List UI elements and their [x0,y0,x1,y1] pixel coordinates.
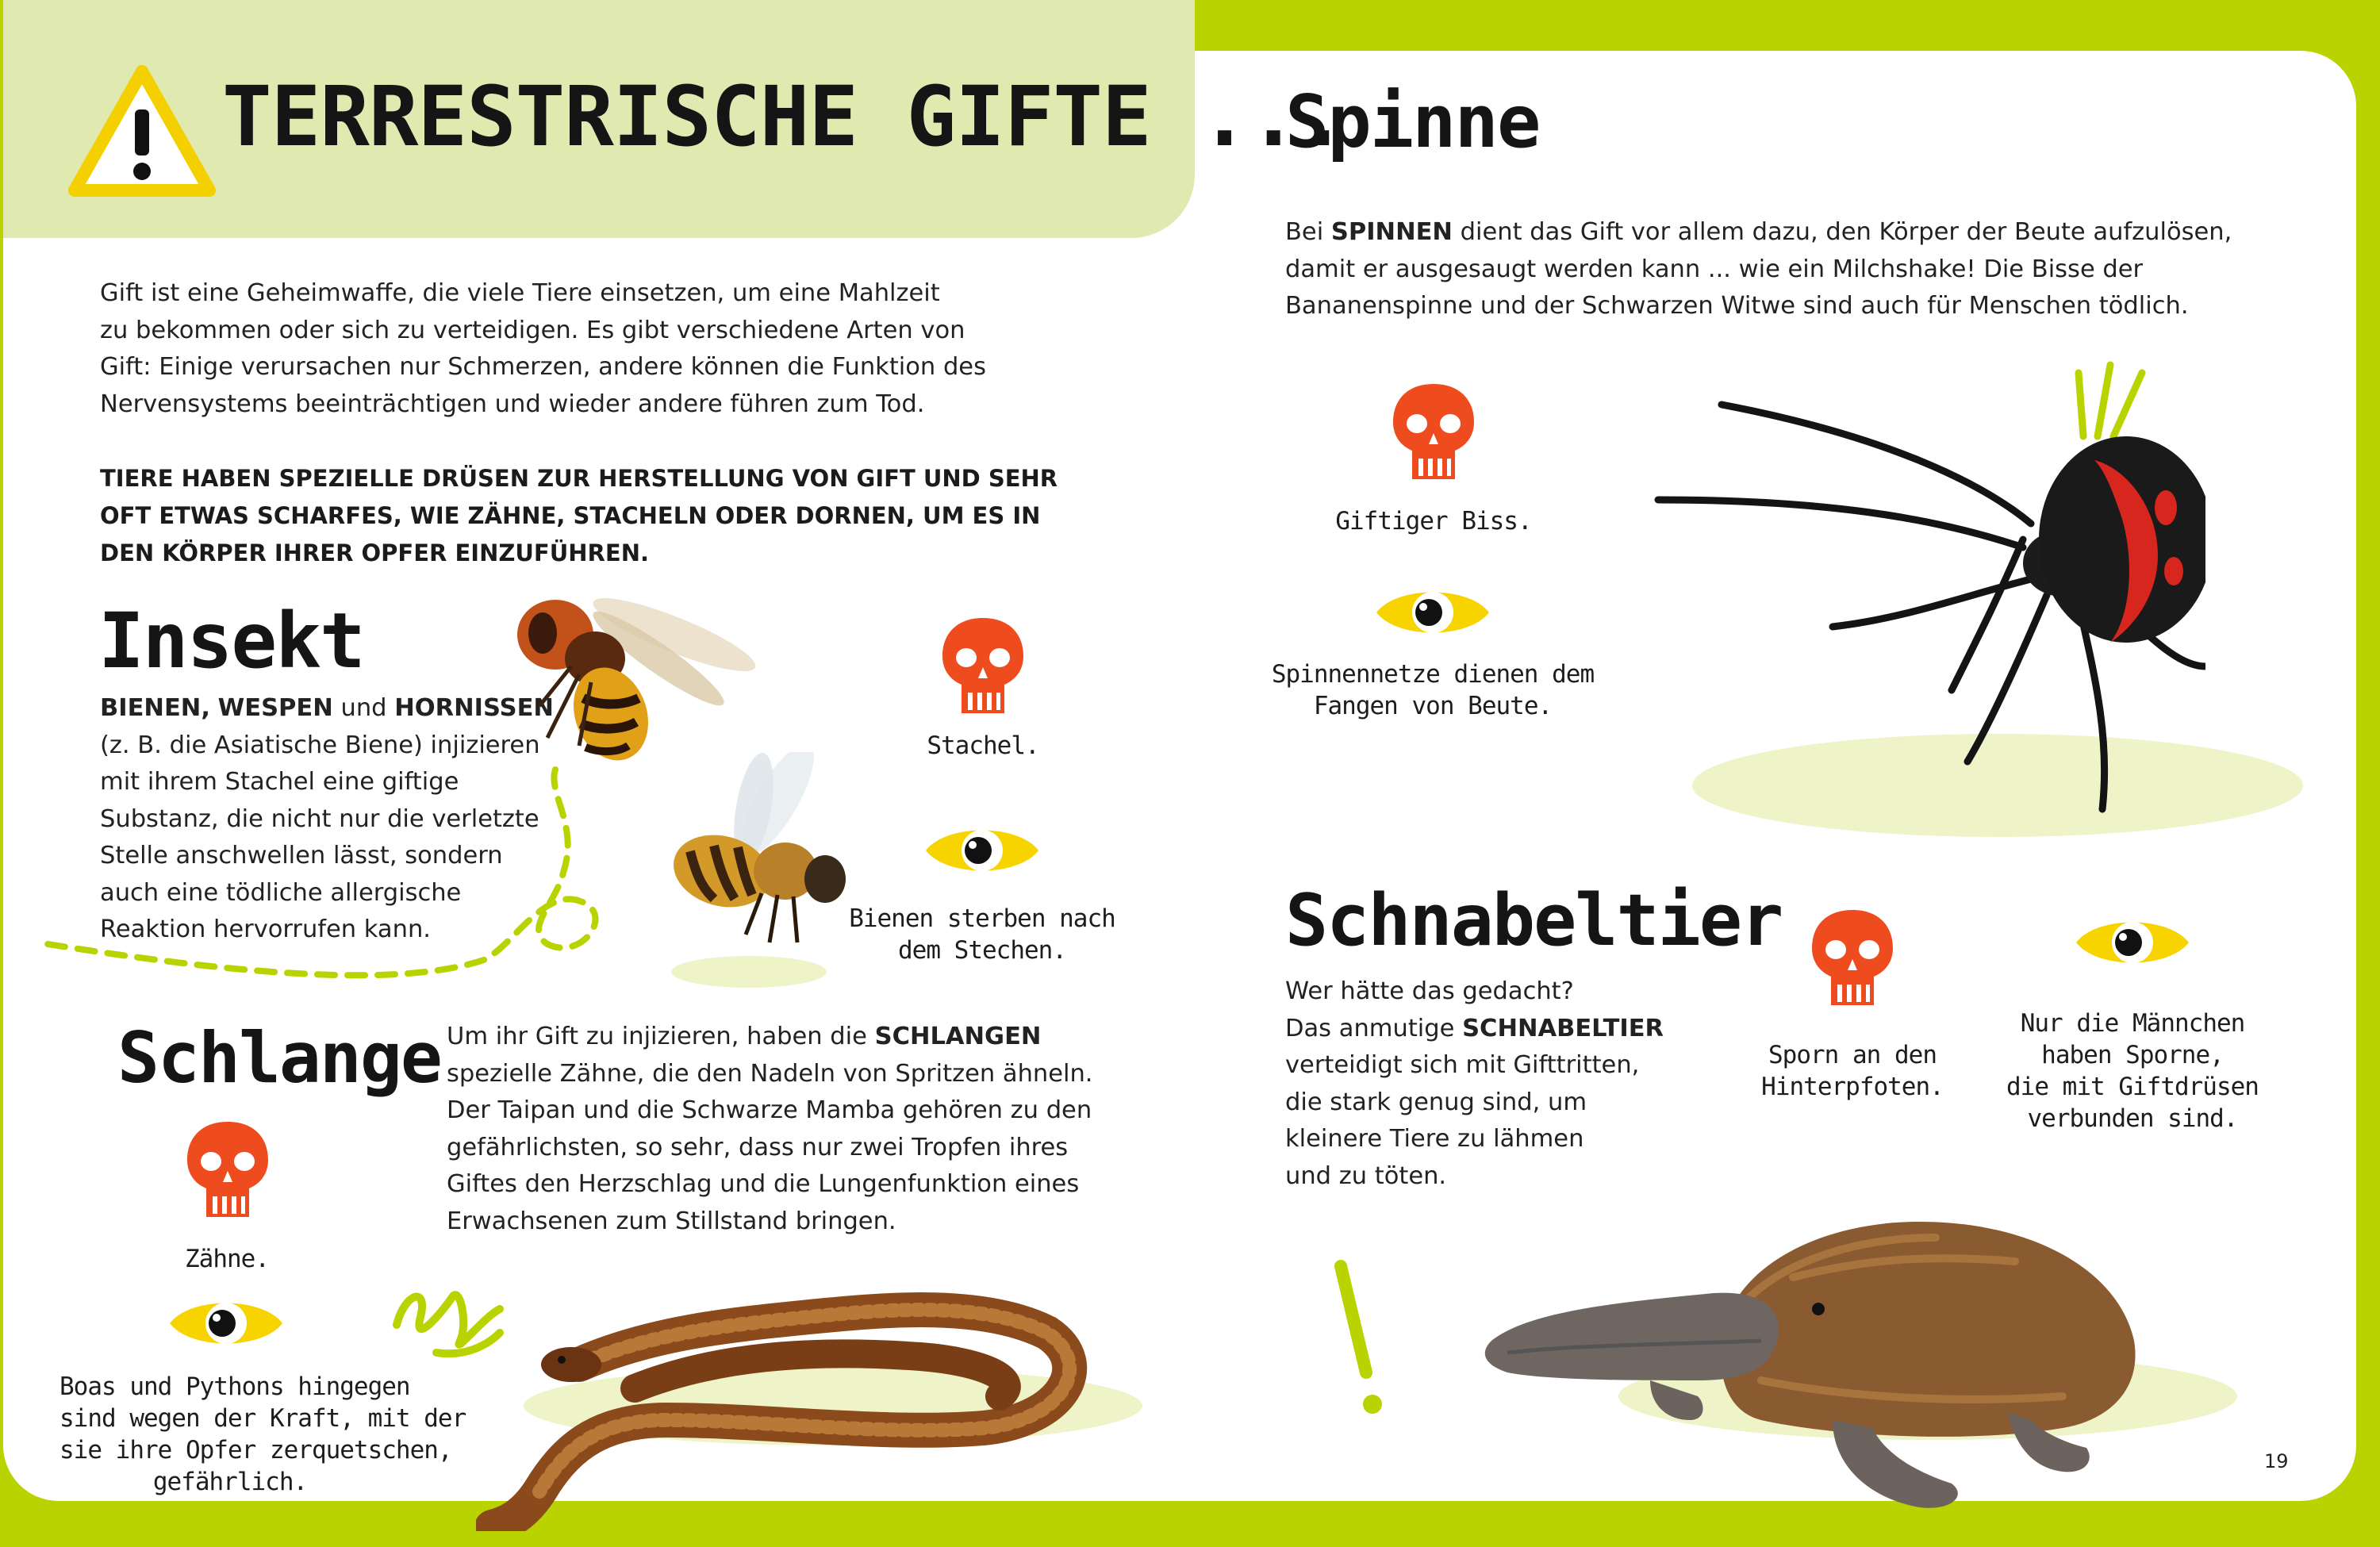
spinne-heading: Spinne [1285,79,1540,164]
hornet-image [492,587,777,777]
schnabeltier-eye-icon [2073,911,2192,974]
schlange-text: Um ihr Gift zu injizieren, haben die SCHLANGEN spezielle Zähne, die den Nadeln von Spritzen ähneln. Der Taipan und die Schwarze Mamba gehören zu den gefährlichsten, so sehr, dass nur zwei Tropfen ihres Giftes den Herzschlag und die Lungenfunktion eines Erwachsenen zum Stillstand bringen. [447,1023,1093,1235]
insekt-skull-caption: Stachel. [927,731,1039,760]
schnabeltier-skull-icon [1809,907,1896,1010]
schlange-eye-icon [167,1292,286,1355]
schlange-skull-caption: Zähne. [185,1245,269,1273]
insekt-text: BIENEN, WESPEN und HORNISSEN (z. B. die Asiatische Biene) injizieren mit ihrem Stachel eine giftige Substanz, die nicht nur die verletzte Stelle anschwellen lässt, sondern auch eine tödliche allergische Reaktion hervorrufen kann. [100,694,554,943]
flight-path-dashes [40,762,627,1000]
schnabeltier-skull-caption: Sporn an den Hinterpfoten. [1761,1041,1944,1101]
schlange-skull-icon [184,1119,271,1222]
warning-icon [67,63,217,200]
schnabeltier-heading: Schnabeltier [1285,879,1783,962]
insekt-heading: Insekt [98,597,364,685]
spinne-text: Bei SPINNEN dient das Gift vor allem dazu, den Körper der Beute aufzulösen, damit er ausgesaugt werden kann ... wie ein Milchshake! Die Bisse der Bananenspinne und der Schwarzen Witwe sind auch für Menschen tödlich. [1285,218,2232,320]
spider-image [1650,389,2205,817]
schnabeltier-eye-caption: Nur die Männchen haben Sporne, die mit Giftdrüsen verbunden sind. [2006,1009,2259,1133]
insekt-skull-icon [939,615,1027,718]
insekt-eye-icon [923,819,1042,882]
exclamation-decoration [1317,1253,1396,1420]
spinne-eye-icon [1373,581,1492,644]
spinne-eye-caption: Spinnennetze dienen dem Fangen von Beute. [1271,660,1595,720]
intro-text: Gift ist eine Geheimwaffe, die viele Tiere einsetzen, um eine Mahlzeit zu bekommen oder sich zu verteidigen. Es gibt verschiedene Arten von Gift: Einige verursachen nur Schmerzen, andere können die Funktion des Nervensystems beeinträchtigen und wieder andere führen zum Tod. [100,279,986,418]
schlange-eye-caption: Boas und Pythons hingegen sind wegen der Kraft, mit der sie ihre Opfer zerquetschen, gefährlich. [60,1372,466,1496]
bee-shadow [671,956,827,988]
bee-image [658,752,865,950]
schlange-heading: Schlange [117,1017,441,1099]
schnabeltier-text: Wer hätte das gedacht? Das anmutige SCHNABELTIER verteidigt sich mit Gifttritten, die stark genug sind, um kleinere Tiere zu lähmen und zu töten. [1285,977,1664,1190]
page-title: TERRESTRISCHE GIFTE ... [222,68,1347,165]
platypus-image [1460,1182,2190,1523]
snake-image [476,1261,1095,1531]
spinne-skull-icon [1390,381,1477,484]
spinne-skull-caption: Giftiger Biss. [1335,507,1532,536]
insekt-eye-caption: Bienen sterben nach dem Stechen. [849,904,1115,965]
page-number: 19 [2264,1450,2289,1472]
highlight-text: TIERE HABEN SPEZIELLE DRÜSEN ZUR HERSTELLUNG VON GIFT UND SEHR OFT ETWAS SCHARFES, WIE ZÄHNE, STACHELN ODER DORNEN, UM ES IN DEN KÖRPER IHRER OPFER EINZUFÜHREN. [100,465,1058,566]
